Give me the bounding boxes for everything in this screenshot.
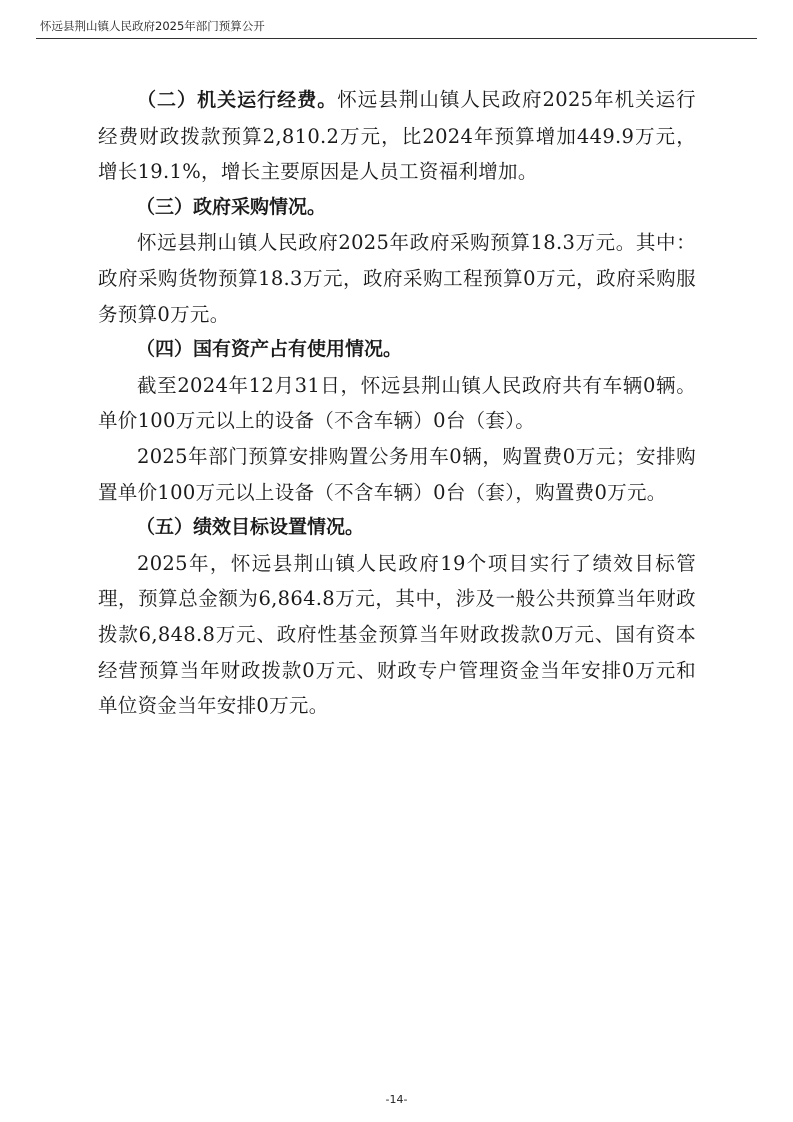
section-4-heading: （四）国有资产占有使用情况。 bbox=[136, 338, 403, 361]
section-3-paragraph-1: 怀远县荆山镇人民政府2025年政府采购预算18.3万元。其中：政府采购货物预算18.3万元，政府采购工程预算0万元，政府采购服务预算0万元。 bbox=[98, 231, 696, 326]
section-2-text: 怀远县荆山镇人民政府2025年机关运行经费财政拨款预算2,810.2万元，比2024年预算增加449.9万元，增长19.1%，增长主要原因是人员工资福利增加。 bbox=[98, 88, 696, 184]
section-3-heading: （三）政府采购情况。 bbox=[136, 195, 327, 218]
section-5-paragraph-1: 2025年，怀远县荆山镇人民政府19个项目实行了绩效目标管理，预算总金额为6,864.8万元，其中，涉及一般公共预算当年财政拨款6,848.8万元、政府性基金预算当年财政拨款0万元、国有资本经营预算当年财政拨款0万元、财政专户管理资金当年安排0万元和单位资金当年安排0万元。 bbox=[98, 551, 696, 718]
section-4-paragraph-2: 2025年部门预算安排购置公务用车0辆，购置费0万元；安排购置单价100万元以上设备（不含车辆）0台（套），购置费0万元。 bbox=[98, 444, 696, 504]
section-5-heading: （五）绩效目标设置情况。 bbox=[136, 516, 365, 539]
document-body bbox=[98, 82, 696, 724]
page-header: 怀远县荆山镇人民政府2025年部门预算公开 bbox=[40, 19, 265, 33]
section-2-paragraph bbox=[98, 82, 696, 190]
header-divider bbox=[36, 38, 757, 39]
section-4-paragraph-1: 截至2024年12月31日，怀远县荆山镇人民政府共有车辆0辆。单价100万元以上的设备（不含车辆）0台（套）。 bbox=[98, 373, 696, 433]
section-2-heading: （二）机关运行经费。 bbox=[137, 89, 338, 111]
page-number: -14- bbox=[385, 1093, 408, 1106]
